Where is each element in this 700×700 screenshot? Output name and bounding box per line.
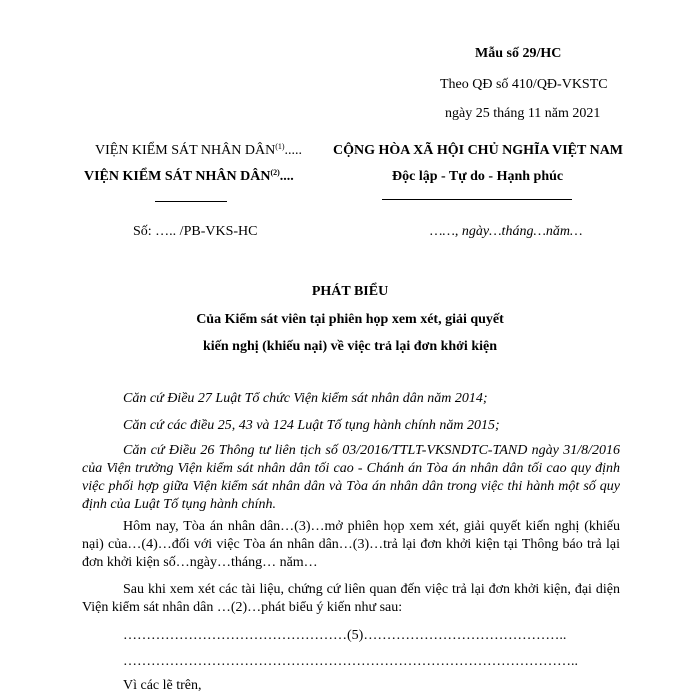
agency-line-2: VIỆN KIỂM SÁT NHÂN DÂN$^{(2)}$.... — [84, 168, 294, 184]
document-subtitle-2: kiến nghị (khiếu nại) về việc trả lại đơn khởi kiện — [203, 339, 497, 354]
closing-phrase: Vì các lẽ trên, — [123, 678, 202, 693]
agency-underline — [155, 201, 227, 202]
agency-line-1: VIỆN KIỂM SÁT NHÂN DÂN$^{(1)}$..... — [95, 142, 303, 158]
fill-in-line-1: …………………………………………(5)…………………………………….. — [123, 628, 567, 643]
form-date: ngày 25 tháng 11 năm 2021 — [445, 106, 601, 121]
motto-underline — [382, 199, 572, 200]
place-and-date: ……, ngày…tháng…năm… — [430, 224, 583, 239]
legal-basis-2: Căn cứ các điều 25, 43 và 124 Luật Tố tụng hành chính năm 2015; — [123, 418, 500, 433]
country-name: CỘNG HÒA XÃ HỘI CHỦ NGHĨA VIỆT NAM — [333, 143, 624, 158]
national-motto: Độc lập - Tự do - Hạnh phúc — [392, 169, 564, 184]
footnote-mark-2: (2) — [270, 168, 280, 177]
paragraph-hearing: Hôm nay, Tòa án nhân dân…(3)…mở phiên họp xem xét, giải quyết kiến nghị (khiếu nại) của…(4)…đối với việc Tòa án nhân dân…(3)…trả lại đơn khởi kiện tại Thông báo trả lại đơn khởi kiện số…ngày…tháng… năm… — [82, 519, 620, 570]
paragraph-opinion: Sau khi xem xét các tài liệu, chứng cứ liên quan đến việc trả lại đơn khởi kiện, đại diện Viện kiểm sát nhân dân …(2)…phát biểu ý kiến như sau: — [82, 582, 620, 615]
legal-basis-1: Căn cứ Điều 27 Luật Tổ chức Viện kiểm sát nhân dân năm 2014; — [123, 391, 488, 406]
legal-basis-3: Căn cứ Điều 26 Thông tư liên tịch số 03/2016/TTLT-VKSNDTC-TAND ngày 31/8/2016 của Viện trưởng Viện kiểm sát nhân dân tối cao - Chánh án Tòa án nhân dân tối cao quy định việc phối hợp giữa Viện kiểm sát nhân dân và Tòa án nhân dân trong việc thi hành một số quy định của Luật Tố tụng hành chính. — [82, 443, 620, 512]
fill-in-line-2: …………………………………………………………………………………….. — [123, 654, 578, 669]
form-number: Mẫu số 29/HC — [475, 46, 562, 61]
document-subtitle-1: Của Kiểm sát viên tại phiên họp xem xét, giải quyết — [196, 312, 504, 327]
footnote-mark-1: (1) — [275, 142, 285, 151]
document-title: PHÁT BIỂU — [311, 284, 389, 299]
form-decision: Theo QĐ số 410/QĐ-VKSTC — [440, 77, 608, 92]
document-number: Số: ….. /PB-VKS-HC — [133, 224, 258, 239]
